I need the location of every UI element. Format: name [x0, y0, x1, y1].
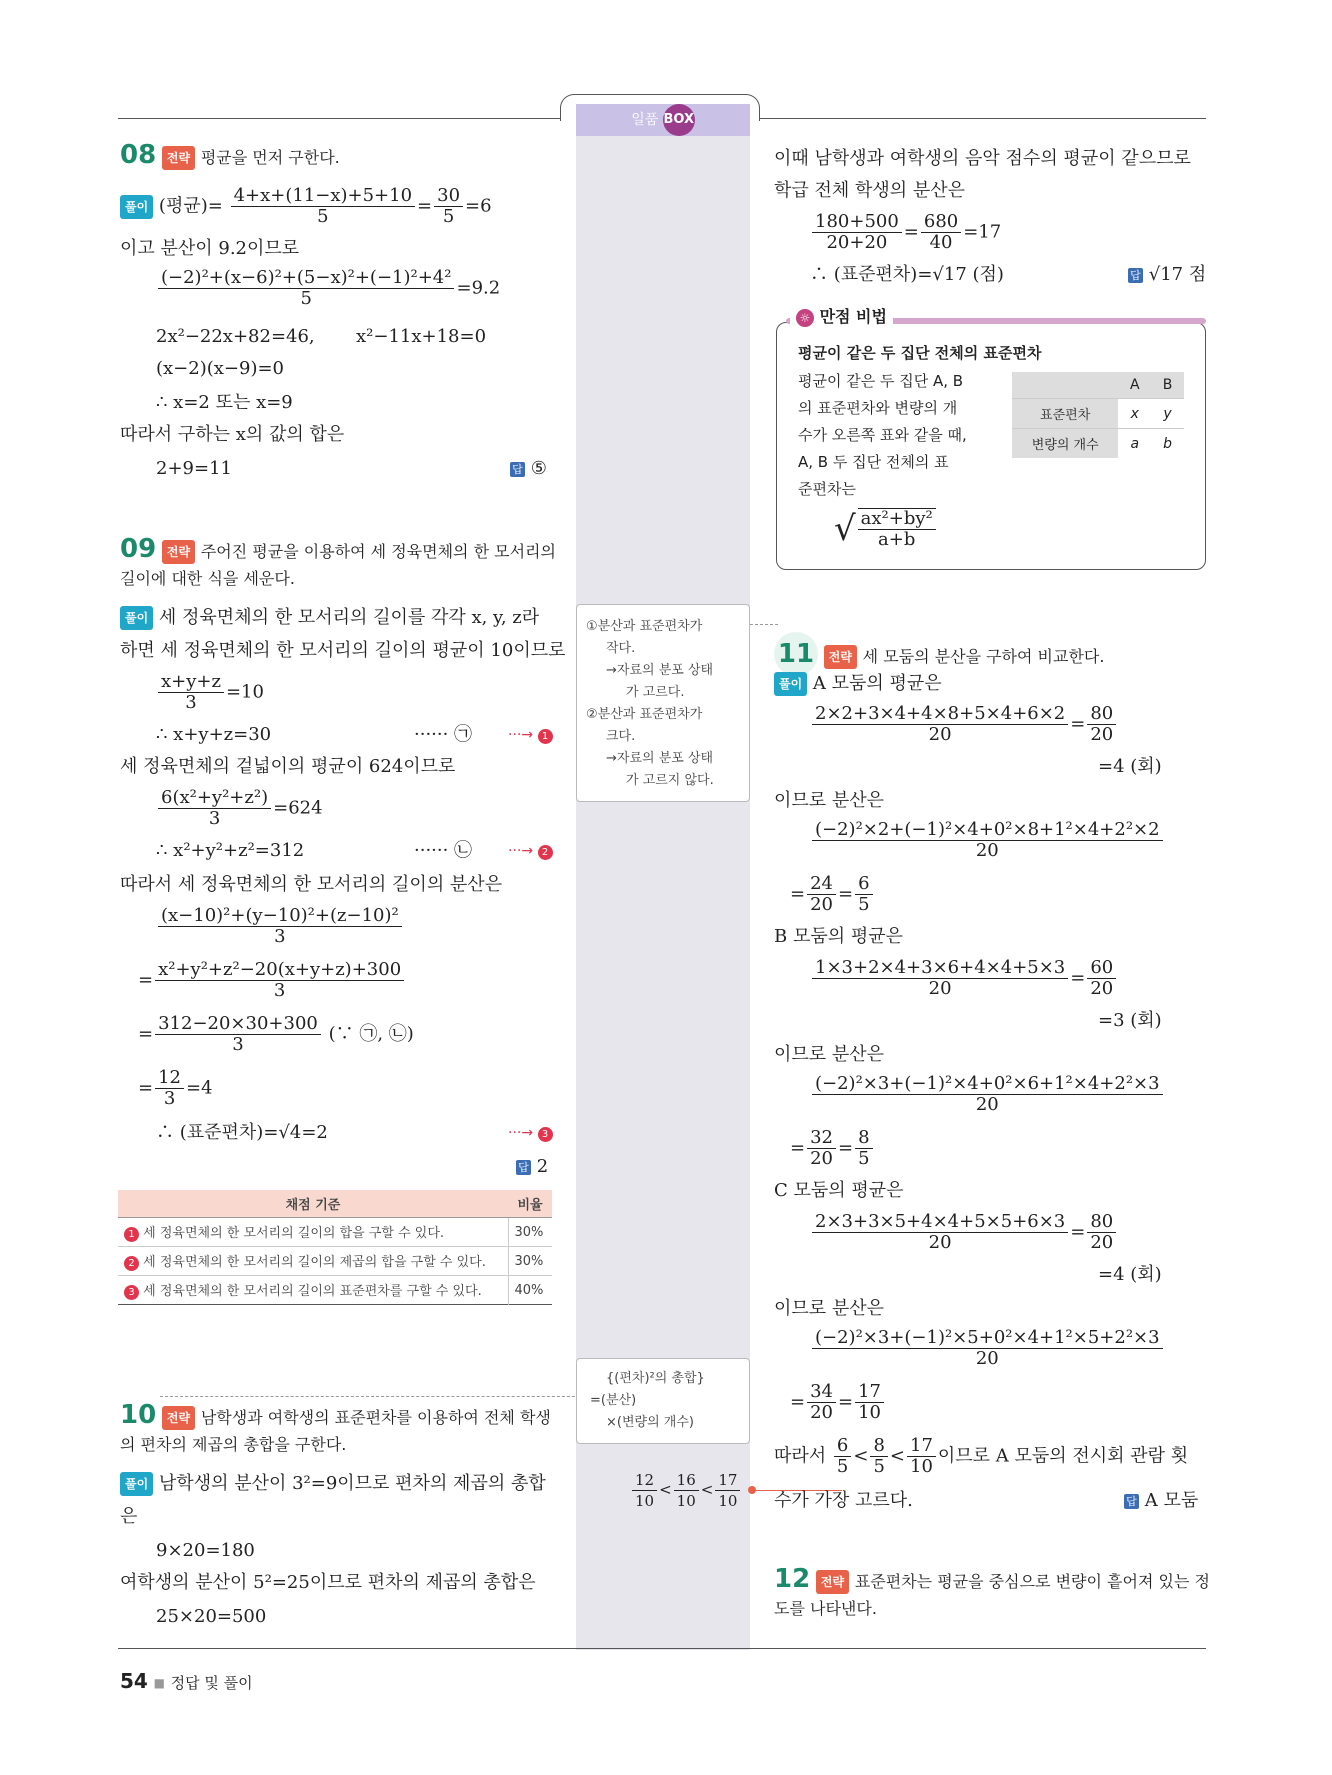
q08-mean-num: 4+x+(11−x)+5+10 — [231, 186, 415, 207]
q10-l2: 여학생의 분산이 5²=25이므로 편차의 제곱의 총합은 — [120, 1572, 536, 1593]
q10-r2: 학급 전체 학생의 분산은 — [774, 180, 966, 201]
q12-strategy1: 표준편차는 평균을 중심으로 변량이 흩어져 있는 정 — [854, 1572, 1210, 1591]
tip-t2: 의 표준편차와 변량의 개 — [798, 399, 958, 417]
tip-formula — [834, 508, 938, 550]
q09-step3: ···→ 3 — [508, 1122, 553, 1144]
q10-l1-text: 남학생의 분산이 3²=9이므로 편차의 제곱의 총합 — [158, 1473, 546, 1494]
q10-rf-res: =17 — [963, 221, 1002, 243]
q11-c-v2d: 20 — [810, 1402, 833, 1423]
q11-cf2 — [870, 1436, 887, 1477]
q11-strategy: 세 모둠의 분산을 구하여 비교한다. — [862, 647, 1105, 666]
q11-c-vline — [810, 1328, 1165, 1369]
q11-a-frac-line: $\frac{2\times 2+3\times 4+4\times 8+5\times 4+6\times 2}{20}$ = $\frac{80}{20}$ — [810, 704, 1118, 745]
q10-e2: 25×20=500 — [156, 1606, 267, 1627]
cmp-n3: 17 — [715, 1470, 740, 1491]
step-num-icon: 3 — [124, 1285, 139, 1300]
q09-f1-frac — [158, 672, 224, 713]
tip-table — [1012, 372, 1184, 458]
bottom-rule — [118, 1648, 1206, 1649]
q08-var-den: 5 — [300, 288, 312, 309]
footer — [120, 1670, 253, 1694]
q11-a-mean — [774, 672, 942, 696]
side-b1-2: 작다. — [606, 641, 636, 656]
q11-c-frac2 — [1087, 1212, 1116, 1253]
q08-var-res: =9.2 — [456, 277, 501, 299]
answer-icon: 답 — [510, 462, 525, 477]
q11-c-v3frac — [855, 1382, 884, 1423]
q08-eq2: x²−11x+18=0 — [356, 326, 487, 347]
q08-number: 08 — [120, 140, 157, 170]
q09-f2-den: 3 — [208, 808, 221, 829]
q10-number: 10 — [120, 1400, 157, 1430]
q11-c-v2: = $\frac{34}{20}$ = $\frac{17}{10}$ — [790, 1382, 886, 1423]
q10-l1 — [120, 1472, 546, 1496]
q08-sol-tag: 풀이 — [120, 195, 153, 219]
q11-sol-tag: 풀이 — [774, 672, 807, 696]
q11-concl3: 수가 가장 고르다. — [774, 1490, 913, 1511]
q10-rf2-frac — [921, 212, 961, 253]
q09-tag: 전략 — [162, 540, 195, 564]
q11-a-mean-text: A 모둠의 평균은 — [812, 673, 942, 694]
q11-cf3 — [907, 1436, 936, 1477]
q08-var-num: (−2)²+(x−6)²+(5−x)²+(−1)²+4² — [158, 268, 454, 289]
q11-b-res: =3 (회) — [1098, 1010, 1162, 1031]
answer-icon: 답 — [516, 1160, 531, 1175]
q09-f5: = $\frac{312-20\times 30+300}{3}$ (∵ ㉠, ㉡) — [138, 1013, 414, 1055]
q11-cf3-d: 10 — [910, 1456, 933, 1477]
q11-c-var: 이므로 분산은 — [774, 1298, 885, 1319]
scoring-criterion — [118, 1218, 508, 1247]
q08-eq1: 2x²−22x+82=46, — [156, 326, 315, 347]
scoring-criterion — [118, 1247, 508, 1276]
q09-number: 09 — [120, 534, 157, 564]
q11-a-var: 이므로 분산은 — [774, 790, 885, 811]
q09-l3: 세 정육면체의 겉넓이의 평균이 624이므로 — [120, 756, 456, 777]
q11-a-frac — [812, 704, 1068, 745]
q11-concl2: 이므로 A 모둠의 전시회 관람 횟 — [937, 1445, 1189, 1467]
box-label-text: 일품 — [631, 112, 659, 128]
q09-f2 — [156, 788, 323, 829]
q11-concl1: 따라서 — [774, 1445, 827, 1467]
scoring-ratio: 30% — [508, 1247, 552, 1276]
scoring-header-ratio: 비율 — [508, 1190, 552, 1218]
q08-answer — [510, 458, 547, 480]
q10-dash-line — [160, 1396, 580, 1397]
q11-b-vnum: (−2)²×3+(−1)²×4+0²×6+1²×4+2²×3 — [812, 1074, 1163, 1095]
q11-c-frac — [812, 1212, 1068, 1253]
q08-sum: 2+9=11 — [156, 458, 232, 479]
q10-strategy2: 의 편차의 제곱의 총합을 구한다. — [120, 1435, 347, 1454]
q09-strategy2: 길이에 대한 식을 세운다. — [120, 569, 295, 588]
scoring-text: 세 정육면체의 한 모서리의 길이의 제곱의 합을 구할 수 있다. — [143, 1255, 486, 1270]
tip-t1: 평균이 같은 두 집단 A, B — [798, 372, 964, 390]
side-b1-5: ②분산과 표준편차가 — [586, 707, 703, 722]
q11-a-vnum: (−2)²×2+(−1)²×4+0²×8+1²×4+2²×2 — [812, 820, 1163, 841]
q08-mean-mid-den: 5 — [442, 206, 455, 227]
q09-eq-a: ∴ x+y+z=30 — [156, 724, 272, 745]
q11-a-frac2 — [1087, 704, 1116, 745]
q11-a-v3d: 5 — [858, 894, 870, 915]
side-b2-2: =(분산) — [590, 1393, 637, 1408]
q09-f1-den: 3 — [185, 692, 197, 713]
tip-table-row1: 표준편차 — [1012, 399, 1118, 429]
q11-a-v3frac — [855, 874, 872, 915]
q11-b-n2: 60 — [1087, 958, 1116, 979]
q08-line-sum: 따라서 구하는 x의 값의 합은 — [120, 424, 345, 445]
q10-rf-den: 20+20 — [826, 232, 888, 253]
scoring-ratio: 30% — [508, 1218, 552, 1247]
q11-cf1 — [834, 1436, 851, 1477]
side-b1-7: →자료의 분포 상태 — [606, 751, 714, 766]
lightbulb-icon: ☼ — [796, 309, 814, 327]
page-number: 54 — [120, 1669, 148, 1693]
q08-heading — [120, 140, 340, 170]
tip-t5: 준편차는 — [798, 480, 856, 498]
q08-mean-res: =6 — [465, 195, 492, 217]
q08-var-line — [156, 268, 500, 309]
q10-answer — [1128, 264, 1206, 286]
q10-sol-tag: 풀이 — [120, 1472, 153, 1496]
q11-c-vden: 20 — [975, 1348, 999, 1369]
q11-heading — [774, 632, 1104, 676]
q11-cf2-n: 8 — [870, 1436, 887, 1457]
q08-mean-frac — [231, 186, 415, 227]
q09-f4: = $\frac{\text{x²+y²+z²−20(x+y+z)+300}}{3}$ — [138, 960, 406, 1001]
table-row — [118, 1276, 552, 1305]
q11-a-v2n: 24 — [807, 874, 836, 895]
side-b1-4: 가 고르다. — [626, 685, 685, 700]
cmp-d1: 10 — [635, 1492, 655, 1510]
scoring-text: 세 정육면체의 한 모서리의 길이의 합을 구할 수 있다. — [143, 1226, 445, 1241]
q11-b-num: 1×3+2×4+3×6+4×4+5×3 — [812, 958, 1068, 979]
q11-cf1-n: 6 — [834, 1436, 851, 1457]
q08-mean-mid-num: 30 — [434, 186, 463, 207]
side-b2-3: ×(변량의 개수) — [606, 1415, 694, 1430]
side-b1-6: 크다. — [606, 729, 636, 744]
q11-answer-value: A 모둠 — [1144, 1490, 1199, 1511]
q11-c-res: =4 (회) — [1098, 1264, 1162, 1285]
q09-l1-text: 세 정육면체의 한 모서리의 길이를 각각 x, y, z라 — [158, 607, 540, 628]
tip-table-corner — [1012, 372, 1118, 399]
q11-c-n2: 80 — [1087, 1212, 1116, 1233]
q11-a-v2d: 20 — [810, 894, 833, 915]
q08-mean-den: 5 — [317, 206, 329, 227]
q10-rf2-den: 40 — [929, 232, 953, 253]
q08-mean-lhs: (평균)= — [158, 195, 223, 217]
q11-answer — [1124, 1490, 1198, 1512]
q11-a-vfrac — [812, 820, 1163, 861]
tip-table-row2: 변량의 개수 — [1012, 429, 1118, 459]
q11-c-v3n: 17 — [855, 1382, 884, 1403]
q12-strategy2: 도를 나타낸다. — [774, 1599, 877, 1618]
q09-f6: = $\frac{12}{3}$ =4 — [138, 1067, 213, 1109]
q11-c-frac-line: $\frac{2\times 3+3\times 5+4\times 4+5\times 5+6\times 3}{20}$ = $\frac{80}{20}$ — [810, 1212, 1118, 1253]
tip-title — [790, 306, 893, 328]
q09-eq-b: ∴ x²+y²+z²=312 — [156, 840, 305, 861]
tip-table-r2a: a — [1118, 429, 1151, 459]
side-b1-1: ①분산과 표준편차가 — [586, 619, 703, 634]
q12-tag: 전략 — [816, 1570, 849, 1594]
side-connector-1 — [750, 624, 778, 625]
q11-a-vden: 20 — [975, 840, 999, 861]
tip-table-col-b: B — [1151, 372, 1184, 399]
box-label — [576, 104, 750, 136]
q11-c-v2n: 34 — [807, 1382, 836, 1403]
q08-line-var: 이고 분산이 9.2이므로 — [120, 238, 300, 259]
q11-b-v2frac — [807, 1128, 836, 1169]
q10-heading — [120, 1400, 551, 1430]
q08-mean-frac2 — [434, 186, 463, 227]
q10-sd: ∴ (표준편차)=√17 (점) — [810, 264, 1004, 285]
q11-c-v2frac — [807, 1382, 836, 1423]
tip-subtitle: 평균이 같은 두 집단 전체의 표준편차 — [798, 344, 1042, 362]
q11-a-vline — [810, 820, 1165, 861]
q09-f6-res: =4 — [186, 1077, 213, 1099]
q11-b-frac — [812, 958, 1068, 999]
q09-f5-num: 312−20×30+300 — [155, 1014, 321, 1035]
q09-f1-res: =10 — [225, 681, 264, 703]
q09-f6-frac — [155, 1068, 184, 1109]
q11-number: 11 — [774, 632, 818, 676]
q08-eq4: ∴ x=2 또는 x=9 — [156, 392, 293, 413]
q09-step2: ···→ 2 — [508, 840, 553, 862]
q11-b-v2d: 20 — [810, 1148, 833, 1169]
side-b2-1: {(편차)²의 총합} — [606, 1371, 705, 1386]
q11-c-vnum: (−2)²×3+(−1)²×5+0²×4+1²×5+2²×3 — [812, 1328, 1163, 1349]
cmp-frac-2 — [674, 1470, 699, 1511]
q08-answer-value: ⑤ — [530, 458, 547, 479]
q09-f5-frac — [155, 1014, 321, 1055]
q11-a-v3n: 6 — [855, 874, 872, 895]
q09-heading — [120, 534, 556, 564]
scoring-table — [118, 1190, 552, 1305]
q11-c-vfrac — [812, 1328, 1163, 1369]
q09-f5-den: 3 — [232, 1034, 244, 1055]
cmp-frac-3 — [715, 1470, 740, 1511]
q11-a-v2frac — [807, 874, 836, 915]
q11-a-d2: 20 — [1090, 724, 1114, 745]
side-comparison: $\frac{12}{10}$ < $\frac{16}{10}$ < $\frac{17}{10}$ — [630, 1470, 742, 1511]
tip-table-r1b: y — [1151, 399, 1184, 429]
q11-c-d2: 20 — [1090, 1232, 1114, 1253]
q09-step1-num: 1 — [538, 729, 553, 744]
q11-a-res: =4 (회) — [1098, 756, 1162, 777]
table-row — [118, 1247, 552, 1276]
q11-c-num: 2×3+3×5+4×4+5×5+6×3 — [812, 1212, 1068, 1233]
tip-formula-frac — [858, 508, 936, 550]
answer-icon: 답 — [1128, 268, 1143, 283]
q09-step2-num: 2 — [538, 845, 553, 860]
q11-a-num: 2×2+3×4+4×8+5×4+6×2 — [812, 704, 1068, 725]
q11-b-mean: B 모둠의 평균은 — [774, 926, 903, 947]
q09-step1: ···→ 1 — [508, 724, 553, 746]
q11-a-v2: = $\frac{24}{20}$ = $\frac{6}{5}$ — [790, 874, 875, 915]
q11-b-den: 20 — [928, 978, 952, 999]
q11-b-v3frac — [855, 1128, 872, 1169]
q09-strategy1: 주어진 평균을 이용하여 세 정육면체의 한 모서리의 — [200, 542, 556, 561]
table-row — [1012, 429, 1184, 459]
q10-answer-value: √17 점 — [1148, 264, 1207, 285]
q09-f5-note: (∵ ㉠, ㉡) — [328, 1023, 414, 1045]
q08-strategy: 평균을 먼저 구한다. — [200, 148, 340, 167]
footer-section: 정답 및 풀이 — [170, 1674, 253, 1692]
q09-f4-frac — [155, 960, 404, 1001]
q09-mark-b: ······ ㉡ — [414, 840, 473, 861]
q09-f4-den: 3 — [273, 980, 286, 1001]
tip-t4: A, B 두 집단 전체의 표 — [798, 453, 949, 471]
q11-a-den: 20 — [928, 724, 952, 745]
q11-cf2-d: 5 — [873, 1456, 885, 1477]
q10-rf: $\frac{180+500}{20+20}$ = $\frac{680}{40}$ =17 — [810, 212, 1001, 253]
scoring-ratio: 40% — [508, 1276, 552, 1305]
q11-b-var: 이므로 분산은 — [774, 1044, 885, 1065]
q10-r1: 이때 남학생과 여학생의 음악 점수의 평균이 같으므로 — [774, 148, 1191, 169]
q08-tag: 전략 — [162, 146, 195, 170]
cmp-d3: 10 — [718, 1492, 738, 1510]
q09-f6-den: 3 — [163, 1088, 176, 1109]
q09-step3-num: 3 — [538, 1127, 553, 1142]
scoring-header-criteria: 채점 기준 — [118, 1190, 508, 1218]
scoring-criterion — [118, 1276, 508, 1305]
q08-var-frac — [158, 268, 454, 309]
q09-f3-num: (x−10)²+(y−10)²+(z−10)² — [158, 906, 402, 927]
tip-title-text: 만점 비법 — [819, 307, 887, 326]
table-row — [1012, 399, 1184, 429]
q09-f6-num: 12 — [155, 1068, 184, 1089]
q09-f4-num: x²+y²+z²−20(x+y+z)+300 — [155, 960, 404, 981]
q09-f2-res: =624 — [273, 797, 323, 819]
tip-table-col-a: A — [1118, 372, 1151, 399]
q10-l1b: 은 — [120, 1506, 138, 1527]
box-badge: BOX — [663, 104, 695, 136]
scoring-header-row — [118, 1190, 552, 1218]
q11-c-v3d: 10 — [858, 1402, 881, 1423]
q11-b-d2: 20 — [1090, 978, 1114, 999]
connector-dot — [748, 1486, 756, 1494]
q12-number: 12 — [774, 1564, 811, 1594]
q09-sd: ∴ (표준편차)=√4=2 — [156, 1122, 328, 1143]
table-row — [118, 1218, 552, 1247]
q11-c-den: 20 — [928, 1232, 952, 1253]
q11-tag: 전략 — [824, 645, 857, 669]
q11-b-vfrac — [812, 1074, 1163, 1115]
q11-conclusion: 따라서 $\frac{6}{5}$ < $\frac{8}{5}$ < $\frac{17}{10}$ 이므로 A 모둠의 전시회 관람 횟 — [774, 1435, 1189, 1477]
step-num-icon: 1 — [124, 1227, 139, 1242]
q09-l2: 하면 세 정육면체의 한 모서리의 길이의 평균이 10이므로 — [120, 640, 566, 661]
q10-rf-num: 180+500 — [812, 212, 902, 233]
q10-rf-frac — [812, 212, 902, 253]
q09-sol-tag: 풀이 — [120, 606, 153, 630]
tip-table-r1a: x — [1118, 399, 1151, 429]
q11-c-mean: C 모둠의 평균은 — [774, 1180, 904, 1201]
tip-table-r2b: b — [1151, 429, 1184, 459]
q10-e1: 9×20=180 — [156, 1540, 255, 1561]
q09-f3-frac — [158, 906, 402, 947]
q11-b-v3n: 8 — [855, 1128, 872, 1149]
cmp-frac-1 — [632, 1470, 657, 1511]
answer-icon: 답 — [1124, 1494, 1139, 1509]
q09-f2-frac — [158, 788, 271, 829]
q11-a-n2: 80 — [1087, 704, 1116, 725]
q09-l1 — [120, 606, 539, 630]
cmp-n1: 12 — [632, 1470, 657, 1491]
q11-b-v3d: 5 — [858, 1148, 870, 1169]
q08-mean-line: 풀이 (평균)= $\frac{4+x+(11-x)+5+10}{5}$ = $\frac{30}{5}$ =6 — [120, 186, 492, 227]
q12-heading — [774, 1564, 1210, 1594]
q11-b-frac2 — [1087, 958, 1116, 999]
step-num-icon: 2 — [124, 1256, 139, 1271]
q11-cf3-n: 17 — [907, 1436, 936, 1457]
q09-answer — [516, 1156, 548, 1178]
q09-f3-den: 3 — [274, 926, 286, 947]
q11-cf1-d: 5 — [836, 1456, 849, 1477]
q10-strategy1: 남학생과 여학생의 표준편차를 이용하여 전체 학생 — [200, 1408, 551, 1427]
scoring-text: 세 정육면체의 한 모서리의 길이의 표준편차를 구할 수 있다. — [143, 1284, 482, 1299]
q09-l4: 따라서 세 정육면체의 한 모서리의 길이의 분산은 — [120, 874, 503, 895]
tip-table-header — [1012, 372, 1184, 399]
tip-t3: 수가 오른쪽 표와 같을 때, — [798, 426, 967, 444]
q09-mark-a: ······ ㉠ — [414, 724, 473, 745]
q09-f1-num: x+y+z — [158, 672, 224, 693]
side-b1-3: →자료의 분포 상태 — [606, 663, 714, 678]
q11-b-v2n: 32 — [807, 1128, 836, 1149]
q11-b-vden: 20 — [975, 1094, 999, 1115]
q09-f3 — [156, 906, 404, 947]
q11-b-frac-line: $\frac{1\times 3+2\times 4+3\times 6+4\times 4+5\times 3}{20}$ = $\frac{60}{20}$ — [810, 958, 1118, 999]
footer-bullet-icon: ■ — [153, 1676, 165, 1690]
q10-tag: 전략 — [162, 1406, 195, 1430]
tip-formula-num: ax²+by² — [858, 509, 936, 530]
q09-answer-value: 2 — [536, 1156, 549, 1177]
q09-f2-num: 6(x²+y²+z²) — [158, 788, 271, 809]
cmp-n2: 16 — [674, 1470, 699, 1491]
q10-rf2-num: 680 — [921, 212, 961, 233]
q11-b-v2: = $\frac{32}{20}$ = $\frac{8}{5}$ — [790, 1128, 875, 1169]
tip-formula-den: a+b — [878, 529, 916, 550]
q08-eq3: (x−2)(x−9)=0 — [156, 358, 284, 379]
cmp-d2: 10 — [676, 1492, 696, 1510]
q11-b-vline — [810, 1074, 1165, 1115]
sqrt-icon: √ — [834, 509, 856, 549]
q09-f1 — [156, 672, 264, 713]
side-b1-8: 가 고르지 않다. — [626, 773, 714, 788]
